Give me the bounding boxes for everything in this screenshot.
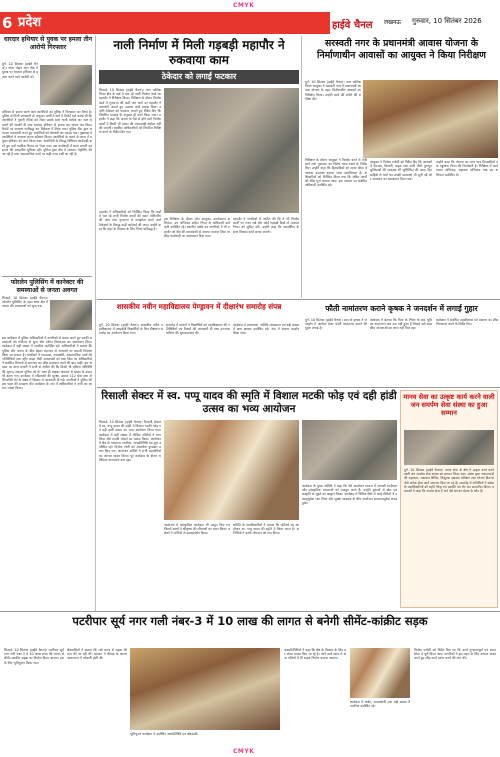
bottom-text-d: कार्यक्रम में पार्षद, समाजसेवी तथा बड़ी संख्या में नागरिक उपस्थित रहे। (350, 700, 410, 709)
lead-text-a: भिलाई. 10 सितंबर (हाईवे चैनल)। नगर पालिक निगम क्षेत्र के वार्ड में चल रहे नाली निर्माण कार्य का महापौर ने निरीक्षण किया। निरीक्षण के दौरान निर्माण कार्य में गुणवत्ता की कमी पाए जाने पर महापौर ने नाराजगी जताते हुए तत्काल कार्य रुकवा दिया। उन्होंने ठेकेदार को फटकार लगाते हुए निर्देश दिए कि निर्धारित मापदंड के अनुसार ही कार्य किया जाए। महापौर ने कहा कि जनता के पैसे से होने वाले निर्माण कार्यों में किसी भी प्रकार की लापरवाही बर्दाश्त नहीं की जाएगी। संबंधित अधिकारियों को नियमित निरीक्षण करने के निर्देश दिए गए। (99, 88, 161, 135)
bottom-headline: पटरीपार सूर्य नगर गली नंबर-3 में 10 लाख की लागत से बनेगी सीमेंट-कांक्रीट सड़क (72, 614, 428, 628)
awas-text-c: आयुक्त ने निर्माण एजेंसी को निर्देश दिए कि आवासों में पेयजल, बिजली, सड़क तथा नाली जैसी मूलभूत सुविधाओं की व्यवस्था भी सुनिश्चित की जाए। हितग्राहियों से चर्चा कर उनकी समस्याएं भी सुनी गईं और समाधान का आश्वासन दिया गया। (370, 160, 432, 181)
kisan-text-a: दुर्ग. 10 सितंबर (हाईवे चैनल)। ग्राम के कृषक ने जनदर्शन में आवेदन देकर फौती नामांतरण कराने की गुहार लगाई है। (305, 318, 367, 331)
lead-photo (164, 88, 299, 213)
left-divider-1 (2, 276, 92, 277)
kisan-headline: फौती नामांतरण कराने कृषक ने जनदर्शन में लगाई गुहार (305, 302, 498, 315)
pappu-headline: रिसाली सेक्टर में स्व. पप्पू यादव की स्मृति में विशाल मटकी फोड़ एवं दही हांडी उत्सव का भव्य आयोजन (101, 390, 397, 415)
sewa-headline: मानव सेवा का उत्कृष्ट कार्य करने वाली जन समर्पण सेवा संस्था का हुआ सम्मान (403, 393, 495, 418)
divider-row-2 (97, 299, 500, 300)
column-rule-mid (301, 36, 302, 298)
lead-text-d: महापौर ने नागरिकों से अपील की कि वे भी निर्माण कार्यों पर नजर रखें और कोई गड़बड़ी दिखे तो तत्काल निगम को सूचित करें। उन्होंने कहा कि पारदर्शिता के साथ विकास कार्य कराए जाएंगे। (233, 217, 299, 234)
left-text-1b: हथियार से हमला करने वाले आरोपियों को पुलिस ने गिरफ्तार कर लिया है। पुलिस से मिली जानकारी के अनुसार प्रार्थी ने थाने में रिपोर्ट दर्ज कराई थी कि आरोपियों ने पुरानी रंजिश को लेकर उसके साथ गाली गलौज कर जान से मारने की धमकी दी तथा धारदार हथियार से हमला कर घायल कर दिया। रिपोर्ट पर अपराध पंजीबद्ध कर विवेचना में लिया गया। पुलिस टीम द्वारा लगातार पतासाजी करते हुए आरोपियों को घेराबंदी कर पकड़ा गया। पूछताछ में आरोपियों ने अपराध करना स्वीकार किया। आरोपियों के कब्जे से घटना में प्रयुक्त हथियार को जप्त किया गया। आरोपियों के विरुद्ध विधिवत कार्यवाही करते हुए उन्हें न्यायिक रिमांड पर भेजा गया। इस कार्यवाही में थाना प्रभारी एवं स्टाफ की सराहनीय भूमिका रही। पुलिस द्वारा क्षेत्र में लगातार पेट्रोलिंग की जा रही है तथा असामाजिक तत्वों पर कड़ी नजर रखी जा रही है। (2, 110, 92, 157)
pappu-text-d: कार्यक्रम के मुख्य अतिथि ने कहा कि ऐसे आयोजन समाज में आपसी भाईचारा और सांस्कृतिक परंपराओं को मजबूत करते हैं। उन्होंने युवाओं से खेल एवं संस्कृति से जुड़ने का आह्वान किया। कार्यक्रम में विभिन्न क्षेत्रों से आई टोलियों ने उत्साहपूर्वक भाग लिया और सुरक्षा व्यवस्था के बीच आयोजन सफलतापूर्वक संपन्न हुआ। (302, 484, 397, 505)
left-headline-1: धारदार हथियार से युवक पर हमला तीन आरोपी गिरफ्तार (3, 36, 93, 51)
pappu-text-a: भिलाई. 10 सितंबर (हाईवे चैनल)। रिसाली सेक्टर में स्व. पप्पू यादव की स्मृति में विशाल मटकी फोड़ एवं दही हांडी उत्सव का भव्य आयोजन किया गया। कार्यक्रम में बड़ी संख्या में गोविंदा टोलियों ने भाग लिया और मटकी फोड़ने का प्रयास किया। आयोजन में क्षेत्र के गणमान्य नागरिक, जनप्रतिनिधि एवं युवा उपस्थित रहे। विजेता टोली को आकर्षक पुरस्कार प्रदान किए गए। आयोजन समिति ने सभी सहयोगियों का आभार व्यक्त किया। पूरे कार्यक्रम के दौरान भक्तिमय वातावरण बना रहा। (99, 420, 161, 462)
lead-text-b: महापौर ने अधिकारियों को निर्देशित किया कि वार्डों में चल रहे सभी निर्माण कार्यों की सतत मॉनिटरिंग की जाए तथा गुणवत्ता से समझौता करने वाले ठेकेदारों के विरुद्ध कड़ी कार्रवाई की जाए। उन्होंने कहा कि शहर के विकास के लिए निगम प्रतिबद्ध है। (99, 210, 161, 231)
bottom-text-a: भिलाई. 10 सितंबर (हाईवे चैनल)। पटरीपार सूर्य नगर गली नंबर-3 में 10 लाख रुपए की लागत से सीमेंट-कांक्रीट सड़क का निर्माण किया जाएगा। इसके लिए भूमिपूजन किया गया। (4, 648, 64, 665)
left-photo-2 (50, 300, 92, 330)
divider-row-3 (97, 387, 500, 388)
sewa-photo (404, 430, 494, 465)
college-text-a: दुर्ग. 10 सितंबर (हाईवे चैनल)। शासकीय नवीन महाविद्यालय में नवप्रवेशी विद्यार्थियों के लिए दीक्षारंभ समारोह का आयोजन किया गया। (99, 323, 163, 336)
masthead-date: गुरुवार, 10 सितंबर 2026 (412, 17, 482, 25)
bottom-photo-2 (350, 648, 410, 698)
cmyk-mark-top: CMYK (233, 2, 255, 9)
left-headline-2: फोरलेन पुलिसिंग में कानेक्टर की समस्याओं से जनता अवगत (10, 279, 84, 294)
awas-headline: सरस्वती नगर के प्रधानमंत्री आवास योजना के निर्माणाधीन आवासों का आयुक्त ने किया निरीक्षण (317, 38, 486, 61)
cmyk-mark-bottom: CMYK (233, 748, 255, 755)
sewa-text: दुर्ग. 10 सितंबर (हाईवे चैनल)। मानव सेवा के क्षेत्र में उत्कृष्ट कार्य करने वाली जन समर्पण सेवा संस्था का सम्मान किया गया। संस्था द्वारा जरूरतमंदों की सहायता, रक्तदान शिविर, निःशुल्क स्वास्थ्य परीक्षण तथा भोजन वितरण जैसे अनेक सेवा कार्य लगातार किए जा रहे हैं। समारोह में अतिथियों ने संस्था के पदाधिकारियों को स्मृति चिन्ह एवं प्रशस्ति पत्र भेंट कर सम्मानित किया। वक्ताओं ने कहा कि समाज सेवा में लगे ऐसे संगठन प्रेरणा के स्रोत हैं। (404, 468, 494, 494)
lead-text-c: इस निरीक्षण के दौरान जोन आयुक्त, कार्यपालन अभियंता, उप अभियंता सहित निगम के अधिकारी कर्मचारी उपस्थित रहे। स्थानीय पार्षद एवं नागरिकों ने भी महापौर को क्षेत्र की समस्याओं से अवगत कराया जिस पर शीघ्र कार्यवाही का आश्वासन दिया गया। (164, 217, 230, 238)
masthead-name: हाईवे चैनल (332, 20, 373, 31)
awas-text-d: उन्होंने कहा कि योजना का लाभ पात्र हितग्राहियों तक पहुंचाना निगम की जिम्मेदारी है। निरीक्षण में कार्यपालन अभियंता, सहायक अभियंता तथा उप अभियंता उपस्थित थे। (436, 160, 498, 177)
bottom-text-c: जनप्रतिनिधियों ने कहा कि क्षेत्र के विकास के लिए हर संभव प्रयास किए जा रहे हैं। आने वाले समय में अन्य गलियों में भी सड़क निर्माण कराया जाएगा। (284, 648, 346, 661)
masthead-city: लखनऊ (384, 19, 402, 26)
lead-headline: नाली निर्माण में मिली गड़बड़ी महापौर ने रुकवाया काम (113, 38, 285, 67)
bottom-photo-caption: भूमिपूजन कार्यक्रम में उपस्थित जनप्रतिनिधि एवं क्षेत्रवासी। (130, 732, 199, 736)
kisan-text-b: आवेदक ने बताया कि पिता के निधन के बाद भूमि का नामांतरण अब तक नहीं हुआ है जिससे उसे शासकीय योजनाओं का लाभ नहीं मिल रहा। (370, 318, 432, 331)
awas-photo (363, 80, 498, 158)
section-title: प्रदेश (18, 15, 42, 30)
pappu-text-c: समिति के पदाधिकारियों ने बताया कि प्रतिवर्ष यह आयोजन स्व. पप्पू यादव की स्मृति में किया जाता है। अतिथियों ने उनके योगदान को याद किया। (233, 523, 299, 536)
bottom-photo (130, 648, 280, 730)
bottom-text-b: क्षेत्रवासियों ने बताया कि लंबे समय से सड़क की मांग की जा रही थी। बरसात में कीचड़ के कारण आवागमन में परेशानी होती थी। (67, 648, 127, 661)
college-text-c: कार्यक्रम में प्राध्यापक, अतिथि व्याख्याता एवं बड़ी संख्या में छात्र छात्राएं उपस्थित रहे। अंत में आभार प्रदर्शन किया गया। (233, 323, 299, 336)
pappu-photo-2 (302, 420, 397, 480)
left-text-2b: इस कार्यक्रम में पुलिस अधिकारियों ने नागरिकों से संवाद करते हुए उनकी समस्याओं को गंभीरता से सुना और त्वरित निराकरण का आश्वासन दिया। कार्यक्रम में बड़ी संख्या में नागरिक उपस्थित रहे। अधिकारियों ने बताया कि पुलिस और जनता के बीच बेहतर समन्वय से अपराधों पर प्रभावी नियंत्रण किया जा सकता है। नागरिकों ने यातायात, नशाखोरी, असामाजिक तत्वों की गतिविधियों तथा स्ट्रीट लाइट जैसी समस्याओं को रखा जिस पर अधिकारियों ने संबंधित विभागों से समन्वय कर शीघ्र समाधान करने की बात कही। इस अवसर पर थाना प्रभारी ने सभी से अपील की कि किसी भी संदिग्ध गतिविधि की सूचना तत्काल पुलिस को दें। साथ ही साइबर अपराध से बचाव के उपाय भी बताए गए। कार्यक्रम में महिलाओं की सुरक्षा, डायल 112 सेवा तथा अभिव्यक्ति ऐप के संबंध में विस्तार से जानकारी दी गई। नागरिकों ने पुलिस की इस पहल की सराहना की। कार्यक्रम के अंत में अधिकारियों ने सभी का आभार व्यक्त किया। (2, 336, 92, 391)
bottom-text-e: निर्माण एजेंसी को निर्देश दिए गए कि कार्य गुणवत्तापूर्ण एवं समय सीमा में पूर्ण किया जाए। नागरिकों ने इस पहल के लिए आभार व्यक्त करते हुए शीघ्र कार्य प्रारंभ करने की मांग की। (414, 648, 496, 661)
college-headline: शासकीय नवीन महाविद्यालय पेण्ड्रावन में दीक्षारंभ समारोह संपन्न (116, 302, 282, 311)
kisan-text-c: कलेक्टर ने संबंधित तहसीलदार को प्रकरण का शीघ्र निराकरण करने के निर्देश दिए। (436, 318, 498, 327)
left-photo-1 (40, 65, 92, 105)
awas-text-b: निरीक्षण के दौरान आयुक्त ने निर्माण कार्य में तेजी लाने तथा गुणवत्ता का विशेष ध्यान रखने के निर्देश दिए। उन्होंने कहा कि हितग्राहियों को समय सीमा में आवास उपलब्ध कराया जाना प्राथमिकता है। अधिकारियों को निर्देशित किया गया कि लंबित कार्यों को शीघ्र पूर्ण कराया जाए। इस अवसर पर संबंधित अधिकारी उपस्थित रहे। (305, 158, 367, 188)
college-text-b: समारोह में प्राचार्य ने विद्यार्थियों को महाविद्यालय की गतिविधियों एवं नियमों की जानकारी दी तथा उज्ज्वल भविष्य की शुभकामनाएं दीं। (166, 323, 230, 336)
divider-row-4 (0, 611, 500, 612)
left-text-1a: दुर्ग. 10 सितंबर (हाईवे चैनल)। थाना मोहन नगर क्षेत्र में युवक पर धारदार हथियार से हमला करने वाले आरोपी को (2, 62, 38, 79)
page-number: 6 (2, 14, 13, 32)
awas-text-a: दुर्ग. 10 सितंबर (हाईवे चैनल)। नगर पालिक निगम आयुक्त ने सरस्वती नगर में प्रधानमंत्री आवास योजना के तहत निर्माणाधीन आवासों का निरीक्षण किया। उन्होंने कार्य की प्रगति की समीक्षा की। (305, 80, 361, 101)
column-rule-left (95, 36, 96, 611)
lead-subheadline: ठेकेदार को लगाई फटकार (99, 70, 299, 84)
left-text-2a: भिलाई. 10 सितंबर (हाईवे चैनल)। फोरलेन पुलिसिंग के तहत थाना क्षेत्र में जनता की समस्याओं को सुना गया (2, 296, 48, 309)
pappu-text-b: आयोजन में सांस्कृतिक कार्यक्रम भी प्रस्तुत किए गए जिसमें बच्चों ने श्रीकृष्ण की लीलाओं का मंचन किया। दर्शकों ने तालियों से उत्साहवर्धन किया। (164, 523, 230, 536)
pappu-photo (164, 420, 299, 520)
